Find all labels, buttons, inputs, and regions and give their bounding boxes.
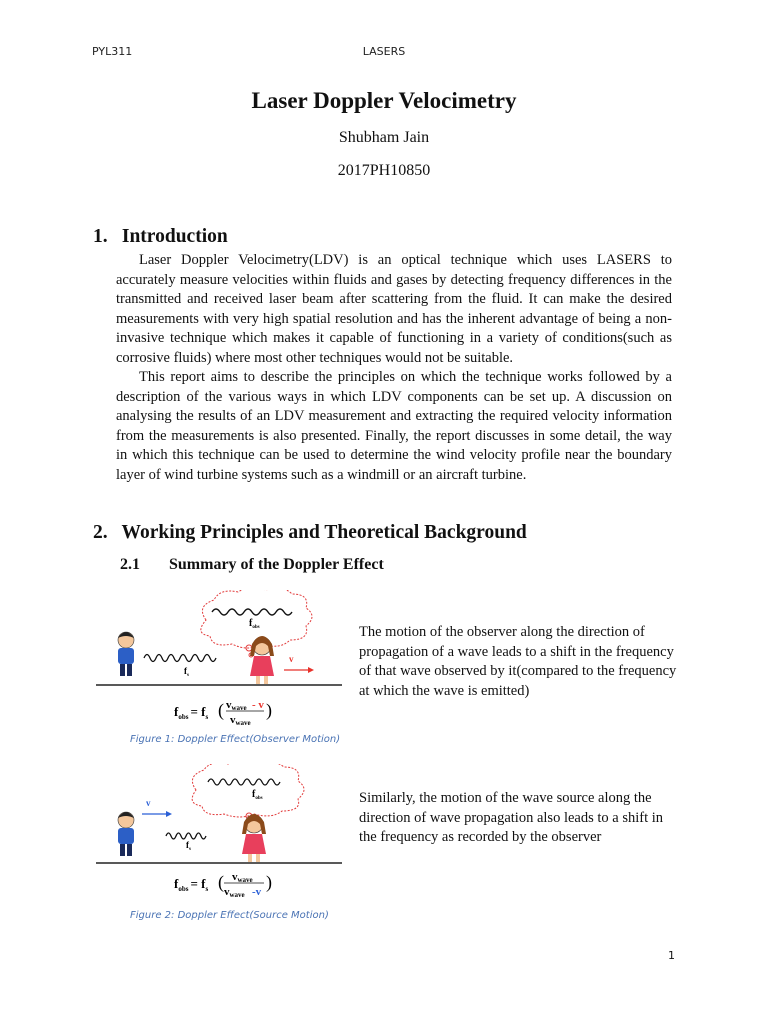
svg-text:vwave: vwave xyxy=(226,699,247,712)
arrowhead-right-icon xyxy=(308,667,314,673)
svg-text:(: ( xyxy=(218,872,224,892)
figure-2-description: Similarly, the motion of the wave source along the direction of wave propagation also leads to a shift in the frequency as recorded by the observer xyxy=(359,790,664,845)
section-1-title: Introduction xyxy=(121,226,228,247)
subsection-2-1-heading xyxy=(120,556,384,574)
section-1-number: 1. xyxy=(93,226,108,247)
intro-paragraph-1 xyxy=(116,251,672,368)
svg-text:- v: - v xyxy=(252,699,264,711)
svg-text:vwave: vwave xyxy=(232,871,253,884)
emitted-wave xyxy=(144,655,216,662)
subsection-2-1-title: Summary of the Doppler Effect xyxy=(169,556,384,573)
header-course: PYL311 xyxy=(92,45,133,58)
svg-text:vwave: vwave xyxy=(224,886,245,899)
doppler-equation-observer xyxy=(174,699,272,727)
observed-wave xyxy=(208,779,280,785)
page-number: 1 xyxy=(668,949,675,962)
boy-source-figure xyxy=(118,632,134,676)
author-name: Shubham Jain xyxy=(338,129,430,146)
section-1-heading xyxy=(93,226,228,248)
svg-text:vwave: vwave xyxy=(230,714,251,727)
figure-1-caption: Figure 1: Doppler Effect(Observer Motion) xyxy=(130,734,341,745)
svg-text:): ) xyxy=(266,700,272,720)
fig2-velocity-label: v xyxy=(146,798,151,808)
emitted-wave xyxy=(166,833,206,839)
fig1-fs-label: $f_s$ xyxy=(184,666,189,678)
observed-wave xyxy=(212,609,292,615)
doppler-equation-source xyxy=(174,871,272,899)
figure-2-source-motion xyxy=(96,764,342,908)
section-2-number: 2. xyxy=(93,522,108,543)
header-topic: LASERS xyxy=(362,45,406,58)
girl-observer-figure xyxy=(242,814,266,862)
figure-1-description: The motion of the observer along the direction of propagation of a wave leads to a shift in the frequency of that wave observed by it(compared to the frequency at which the wave is emitted) xyxy=(359,624,677,699)
figure-2-caption: Figure 2: Doppler Effect(Source Motion) xyxy=(130,910,329,921)
subsection-2-1-number: 2.1 xyxy=(120,556,140,573)
figure-1-observer-motion xyxy=(96,590,342,730)
fig1-fobs-label: $f_{obs}$ xyxy=(249,618,260,630)
fig1-velocity-label: v xyxy=(289,654,294,664)
thought-cloud-icon xyxy=(192,764,304,817)
intro-paragraph-2 xyxy=(116,368,672,485)
arrowhead-right-icon xyxy=(166,811,172,817)
intro-paragraph-2-text: This report aims to describe the principles on which the technique works followed by a description of the various ways in which LDV components can be set up. A discussion on analysing the results of an LDV measurement and extracting the required velocity information from the measurements is also presented. Finally, the report discusses in some detail, the way in which this technique can be used to determine the wind velocity profile near the boundary layer of wind turbine systems such as a windmill or an aircraft turbine. xyxy=(116,369,672,483)
girl-observer-figure xyxy=(250,636,274,684)
svg-text:-v: -v xyxy=(252,886,262,898)
intro-paragraph-1-text: Laser Doppler Velocimetry(LDV) is an optical technique which uses LASERS to accurately measure velocities within fluids and gases by detecting frequency differences in the transmitted and received laser beam after scattering from the fluid. It can make the desired measurements with very high spatial resolution and has the inherent advantage of being a non-invasive technique which makes it capable of functioning in a variety of conditions(such as corrosive fluids) where most other techniques would not be suitable. xyxy=(116,252,672,366)
boy-source-figure xyxy=(118,812,134,856)
section-2-title: Working Principles and Theoretical Background xyxy=(121,522,527,543)
svg-text:(: ( xyxy=(218,700,224,720)
page-title: Laser Doppler Velocimetry xyxy=(251,88,517,113)
svg-text:fobs= fs: $f_{obs} = f_s$ xyxy=(174,876,209,893)
svg-text:): ) xyxy=(266,872,272,892)
fig2-fs-label: $f_s$ xyxy=(186,840,191,852)
roll-number: 2017PH10850 xyxy=(337,162,431,179)
svg-text:fobs= fs: $f_{obs} = f_s$ xyxy=(174,704,209,721)
section-2-heading xyxy=(93,522,527,544)
fig2-fobs-label: $f_{obs}$ xyxy=(252,789,263,801)
